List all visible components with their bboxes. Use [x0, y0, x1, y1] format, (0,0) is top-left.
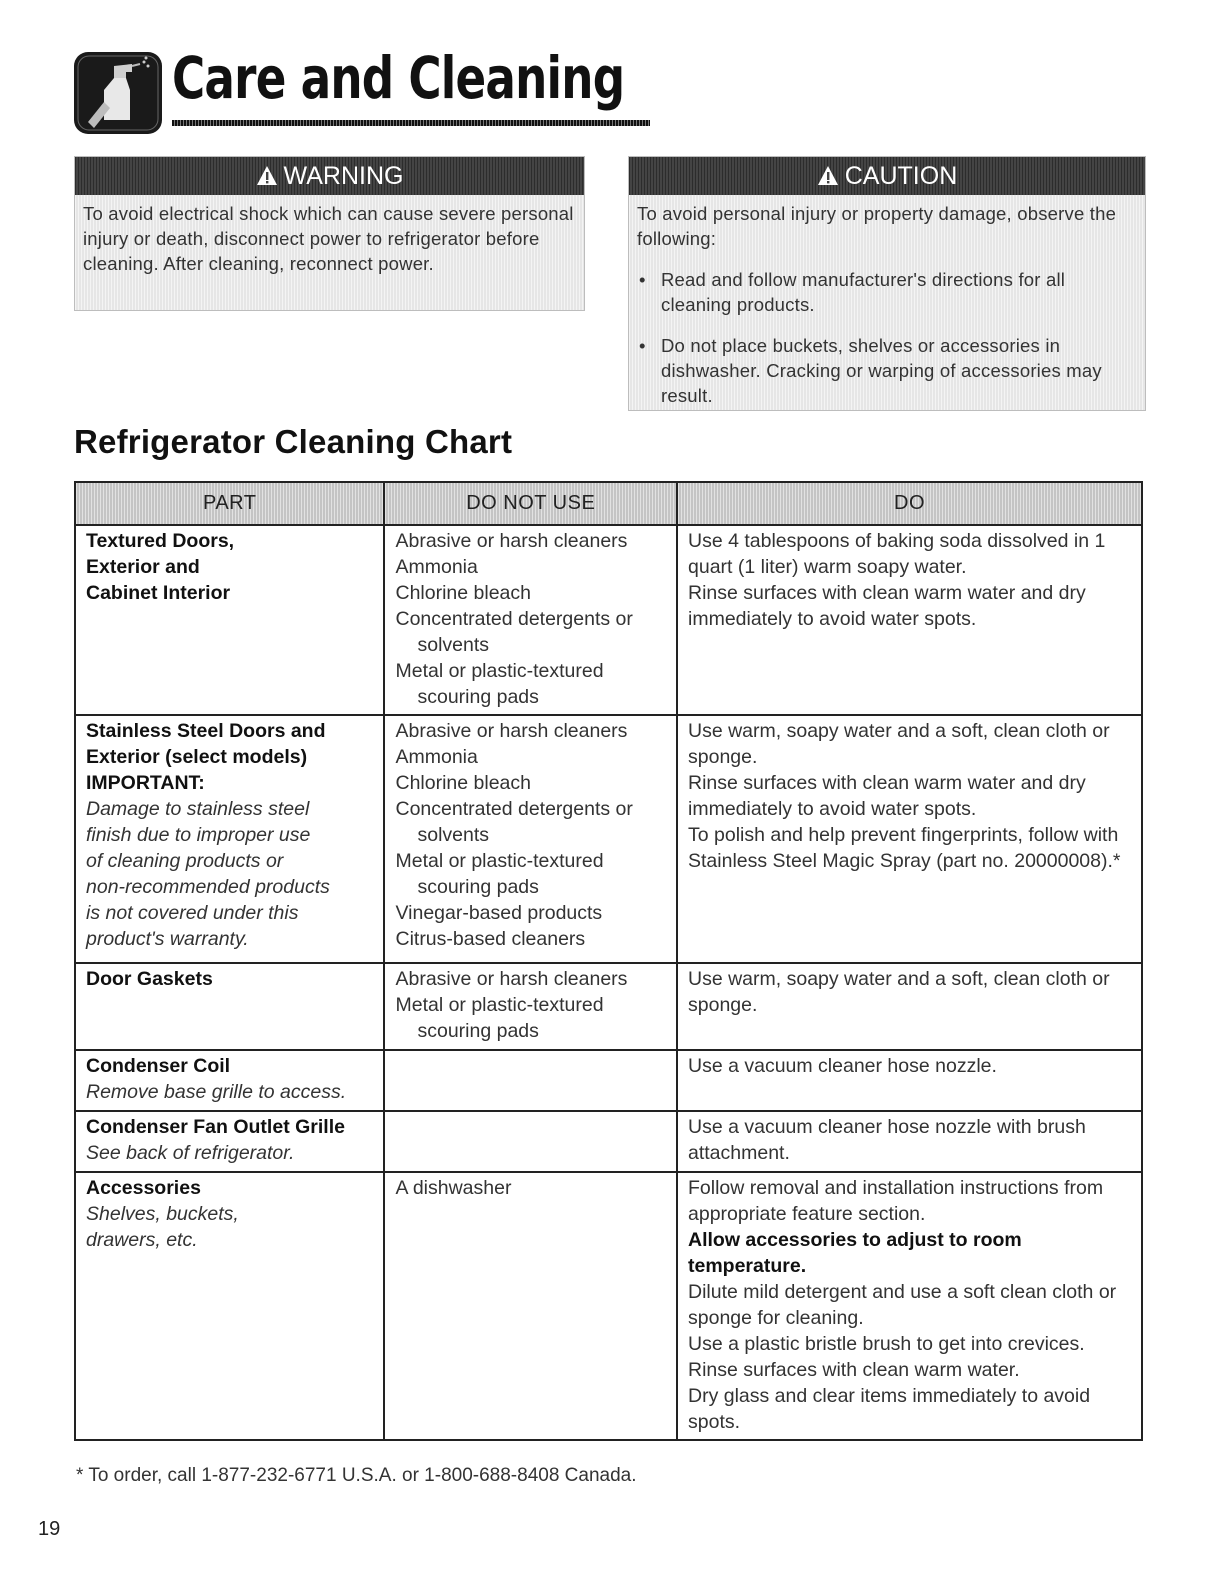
do-not-use-cell	[384, 715, 677, 963]
part-name: Condenser Fan Outlet Grille	[86, 1116, 345, 1138]
do-item: Follow removal and installation instructions from appropriate feature section.	[688, 1177, 1104, 1225]
page-title: Care and Cleaning	[172, 44, 625, 112]
do-item: Rinse surfaces with clean warm water and dry immediately to avoid water spots.	[688, 582, 1086, 630]
chart-title: Refrigerator Cleaning Chart	[74, 423, 513, 460]
part-note: Damage to stainless steel	[86, 798, 310, 820]
part-note: Remove base grille to access.	[86, 1081, 347, 1103]
do-item: To polish and help prevent fingerprints, follow with Stainless Steel Magic Spray (part no. 20000008).*	[688, 824, 1121, 872]
do-item: Use a vacuum cleaner hose nozzle.	[688, 1055, 997, 1077]
do-cell	[677, 1111, 1142, 1172]
part-name: Door Gaskets	[86, 968, 213, 990]
do-not-use-item: Abrasive or harsh cleaners	[395, 530, 628, 552]
do-not-use-item: Chlorine bleach	[395, 582, 531, 604]
do-not-use-item: Ammonia	[395, 746, 478, 768]
part-cell	[75, 525, 384, 715]
do-item: Dilute mild detergent and use a soft clean cloth or sponge for cleaning.	[688, 1281, 1117, 1329]
part-cell	[75, 715, 384, 963]
part-name: Cabinet Interior	[86, 582, 231, 604]
do-not-use-cell	[384, 1172, 677, 1440]
part-note: of cleaning products or	[86, 850, 284, 872]
warning-header	[75, 157, 584, 195]
do-not-use-item: Ammonia	[395, 556, 478, 578]
part-note: finish due to improper use	[86, 824, 311, 846]
footnote: * To order, call 1-877-232-6771 U.S.A. or 1-800-688-8408 Canada.	[76, 1465, 637, 1486]
caution-bullet: • Do not place buckets, shelves or accessories in dishwasher. Cracking or warping of accessories may result.	[637, 333, 1137, 408]
do-cell	[677, 525, 1142, 715]
part-name: Exterior (select models)	[86, 746, 308, 768]
do-cell	[677, 1050, 1142, 1111]
caution-bullet-text: Read and follow manufacturer's directions for all cleaning products.	[661, 269, 1066, 315]
do-not-use-cell	[384, 1050, 677, 1111]
do-not-use-item: A dishwasher	[395, 1177, 512, 1199]
column-header-part: PART	[75, 482, 384, 525]
do-not-use-item: Concentrated detergents or solvents	[395, 798, 633, 846]
warning-box	[74, 156, 585, 311]
part-cell	[75, 963, 384, 1050]
do-not-use-item: Abrasive or harsh cleaners	[395, 720, 628, 742]
do-not-use-item: Metal or plastic-textured scouring pads	[395, 850, 604, 898]
part-name: Stainless Steel Doors and	[86, 720, 326, 742]
column-header-do: DO	[677, 482, 1142, 525]
table-row	[75, 963, 1142, 1050]
part-name: Exterior and	[86, 556, 200, 578]
table-row	[75, 1111, 1142, 1172]
warning-heading: WARNING	[283, 161, 404, 190]
spray-bottle-icon	[74, 52, 162, 134]
part-note: drawers, etc.	[86, 1229, 198, 1251]
table-row	[75, 715, 1142, 963]
do-item-important: Allow accessories to adjust to room temperature.	[688, 1229, 1022, 1277]
table-header-row	[75, 482, 1142, 525]
do-item: Dry glass and clear items immediately to avoid spots.	[688, 1385, 1091, 1433]
table-row	[75, 1050, 1142, 1111]
do-item: Use warm, soapy water and a soft, clean cloth or sponge.	[688, 968, 1110, 1016]
column-header-do-not-use: DO NOT USE	[384, 482, 677, 525]
do-not-use-item: Metal or plastic-textured scouring pads	[395, 660, 604, 708]
part-name: Condenser Coil	[86, 1055, 231, 1077]
table-row	[75, 1172, 1142, 1440]
caution-header	[629, 157, 1145, 195]
caution-intro: To avoid personal injury or property damage, observe the following:	[637, 203, 1117, 249]
do-item: Use a vacuum cleaner hose nozzle with brush attachment.	[688, 1116, 1086, 1164]
do-cell	[677, 963, 1142, 1050]
table-row	[75, 525, 1142, 715]
part-name: Textured Doors,	[86, 530, 235, 552]
warning-triangle-icon	[256, 165, 278, 187]
do-item: Rinse surfaces with clean warm water and dry immediately to avoid water spots.	[688, 772, 1086, 820]
do-not-use-item: Vinegar-based products	[395, 902, 603, 924]
warning-text: To avoid electrical shock which can cause severe personal injury or death, disconnect power to refrigerator before cleaning. After cleaning, reconnect power.	[83, 203, 574, 274]
do-cell	[677, 715, 1142, 963]
do-not-use-item: Citrus-based cleaners	[395, 928, 586, 950]
do-item: Use warm, soapy water and a soft, clean cloth or sponge.	[688, 720, 1110, 768]
part-name: Accessories	[86, 1177, 201, 1199]
part-note: See back of refrigerator.	[86, 1142, 295, 1164]
do-cell	[677, 1172, 1142, 1440]
part-note: Shelves, buckets,	[86, 1203, 239, 1225]
warning-triangle-icon	[817, 165, 839, 187]
part-note: non-recommended products	[86, 876, 330, 898]
caution-box	[628, 156, 1146, 411]
do-not-use-cell	[384, 963, 677, 1050]
do-not-use-item: Metal or plastic-textured scouring pads	[395, 994, 604, 1042]
title-underline	[172, 120, 650, 126]
do-not-use-cell	[384, 525, 677, 715]
part-note: is not covered under this	[86, 902, 299, 924]
caution-bullet: • Read and follow manufacturer's directions for all cleaning products.	[637, 267, 1137, 317]
page-number: 19	[38, 1518, 61, 1540]
do-item: Use 4 tablespoons of baking soda dissolved in 1 quart (1 liter) warm soapy water.	[688, 530, 1106, 578]
part-note: product's warranty.	[86, 928, 249, 950]
do-not-use-item: Chlorine bleach	[395, 772, 531, 794]
cleaning-chart-table	[74, 481, 1143, 1441]
part-name: IMPORTANT:	[86, 772, 205, 794]
do-not-use-item: Concentrated detergents or solvents	[395, 608, 633, 656]
part-cell	[75, 1111, 384, 1172]
part-cell	[75, 1050, 384, 1111]
caution-bullet-text: Do not place buckets, shelves or accessories in dishwasher. Cracking or warping of accessories may result.	[661, 335, 1102, 406]
do-not-use-cell	[384, 1111, 677, 1172]
do-not-use-item: Abrasive or harsh cleaners	[395, 968, 628, 990]
do-item: Rinse surfaces with clean warm water.	[688, 1359, 1020, 1381]
part-cell	[75, 1172, 384, 1440]
do-item: Use a plastic bristle brush to get into crevices.	[688, 1333, 1085, 1355]
caution-heading: CAUTION	[844, 161, 958, 190]
